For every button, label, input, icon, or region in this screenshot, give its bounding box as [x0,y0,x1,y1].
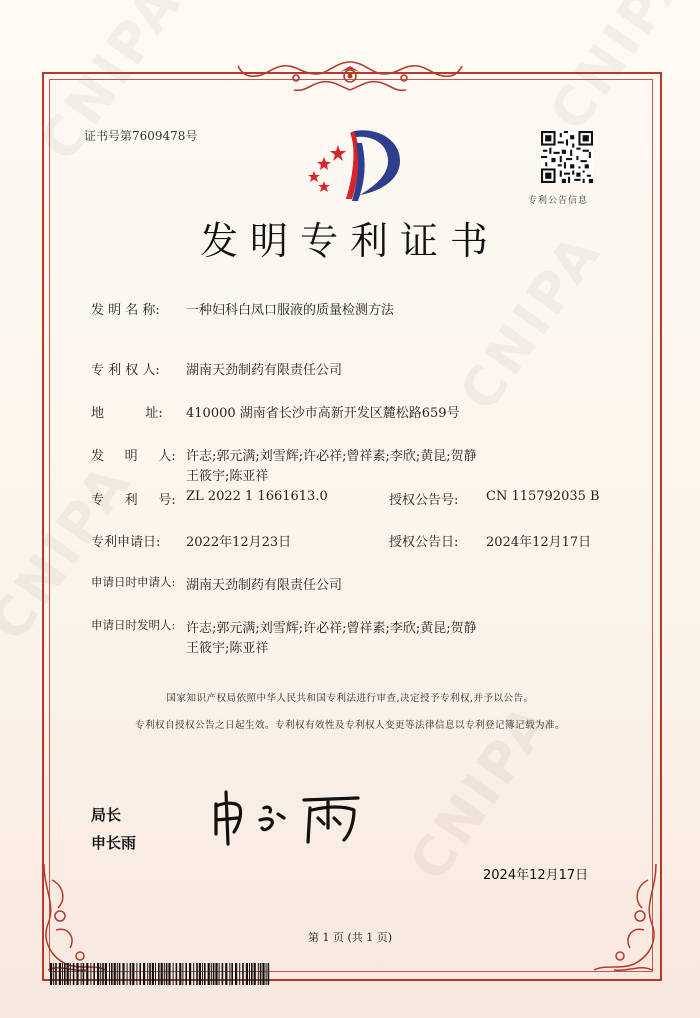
certificate-title: 发明专利证书 [199,219,500,263]
filing-date: 2022年12月23日 [186,535,292,550]
applicant-at-filing-label: 申请日时申请人: [91,575,176,589]
applicant-at-filing: 湖南天劲制药有限责任公司 [186,578,343,593]
inventors-label: 发 明 人: [91,449,176,464]
inventors-line-1: 许志;郭元满;刘雪辉;许必祥;曾祥素;李欣;黄昆;贺静 [186,449,477,464]
invention-name: 一种妇科白凤口服液的质量检测方法 [186,303,395,318]
inventors-at-filing-label: 申请日时发明人: [91,618,176,632]
patent-number: ZL 2022 1 1661613.0 [186,489,328,504]
invention-name-label: 发 明 名 称: [91,303,160,318]
issue-date: 2024年12月17日 [483,868,589,883]
corner-ornament-right [584,860,664,980]
qr-label: 专利公告信息 [528,196,589,206]
patent-number-label: 专 利 号: [91,493,176,508]
page-number: 第 1 页 (共 1 页) [307,931,393,944]
corner-ornament-left [36,860,116,980]
grant-pub-number: CN 115792035 B [486,489,600,504]
inventors-at-filing-line-1: 许志;郭元满;刘雪辉;许必祥;曾祥素;李欣;黄昆;贺静 [186,621,477,636]
barcode [50,963,270,985]
inventors-line-2: 王筱宇;陈亚祥 [186,469,269,484]
certificate-number: 证书号第7609478号 [84,129,198,143]
cnipa-logo-icon [296,123,408,209]
qr-code[interactable] [541,131,593,183]
inventors-at-filing-line-2: 王筱宇;陈亚祥 [186,641,269,656]
patentee: 湖南天劲制药有限责任公司 [186,363,343,378]
patentee-label: 专 利 权 人: [91,363,160,378]
filing-date-label: 专利申请日: [91,535,161,550]
director-name: 申长雨 [91,834,137,852]
address: 410000 湖南省长沙市高新开发区麓松路659号 [186,406,460,421]
handwritten-signature [208,788,368,848]
grant-pub-number-label: 授权公告号: [389,493,459,508]
director-title: 局长 [91,806,122,824]
top-ornament [236,56,464,96]
notice-line-1: 国家知识产权局依照中华人民共和国专利法进行审查,决定授予专利权,并予以公告。 [166,693,534,704]
grant-pub-date-label: 授权公告日: [389,535,459,550]
address-label: 地 址: [91,406,163,421]
grant-pub-date: 2024年12月17日 [486,535,592,550]
notice-line-2: 专利权自授权公告之日起生效。专利权有效性及专利权人变更等法律信息以专利登记簿记载为准。 [134,720,565,731]
